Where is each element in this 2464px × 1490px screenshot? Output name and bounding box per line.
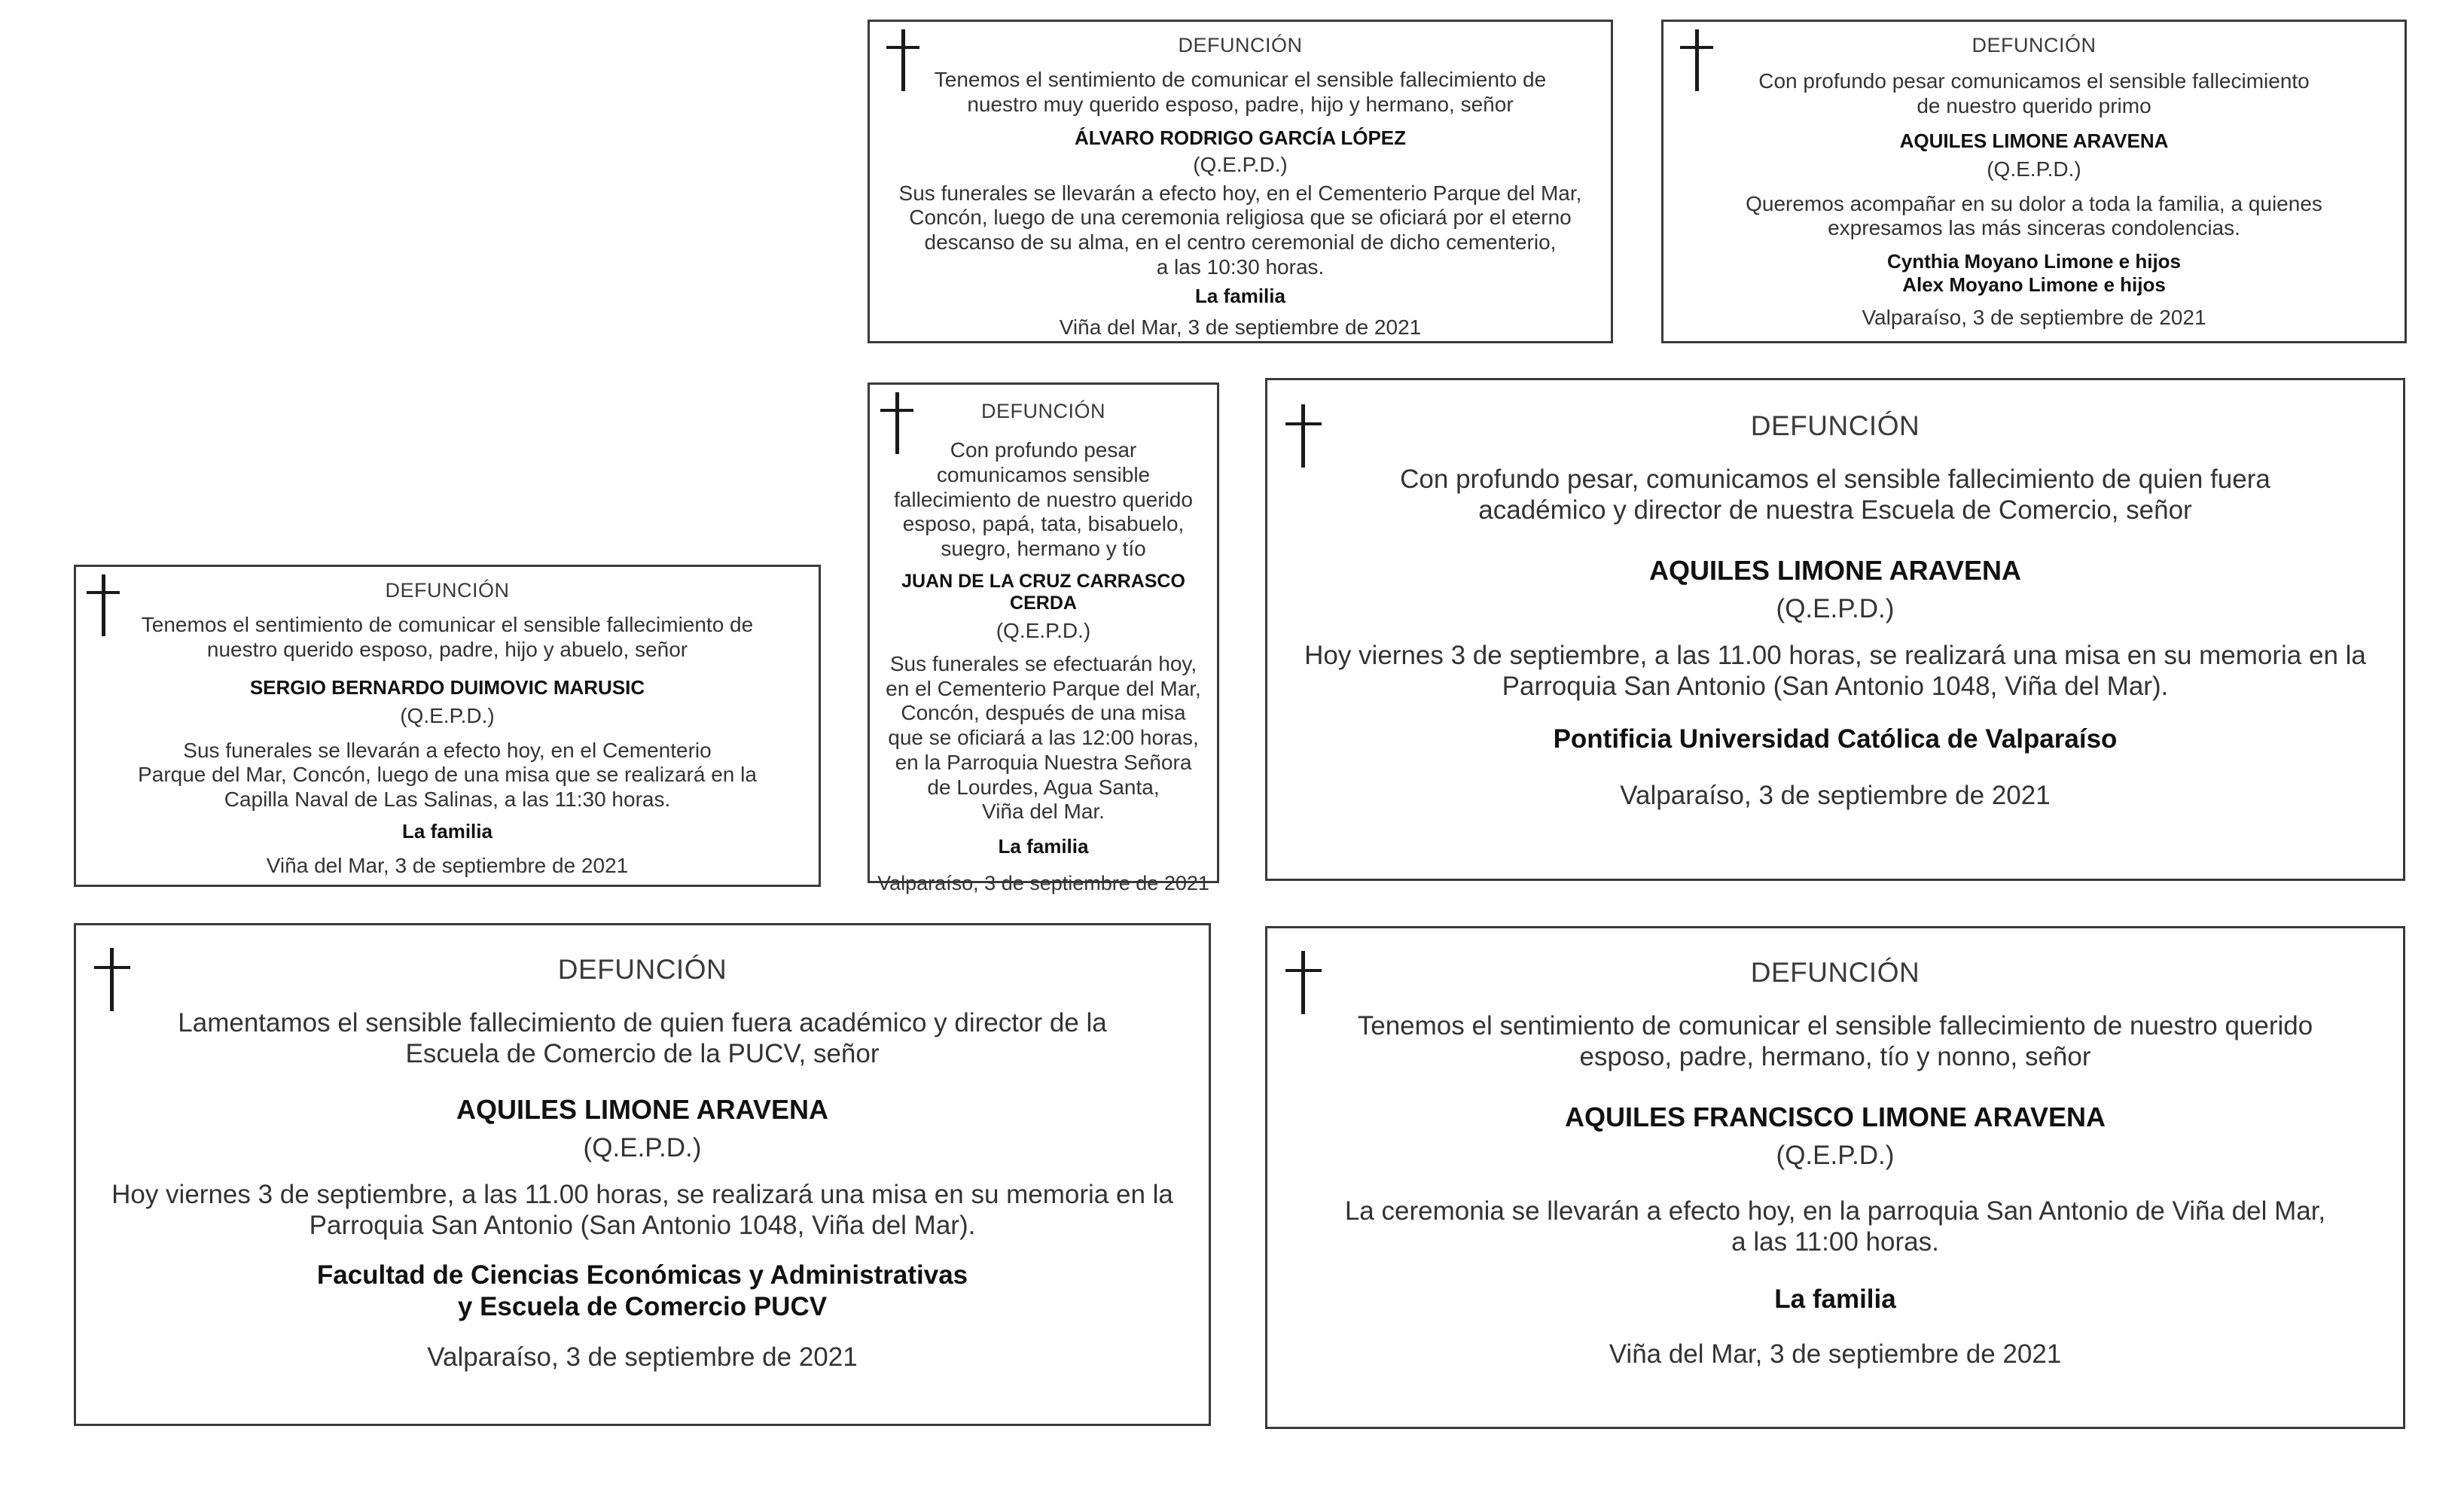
place-date: Valparaíso, 3 de septiembre de 2021 bbox=[1862, 306, 2206, 330]
notice-intro: Con profundo pesar, comunicamos el sensible fallecimiento de quien fuera académico y director de nuestra Escuela de Comercio, señor bbox=[1400, 465, 2270, 525]
cross-icon bbox=[886, 29, 919, 91]
cross-icon bbox=[1285, 404, 1322, 468]
notice-intro: Con profundo pesar comunicamos sensible fallecimiento de nuestro querido esposo, papá, tata, bisabuelo, suegro, hermano y tío bbox=[894, 438, 1193, 560]
notice-signature: Pontificia Universidad Católica de Valparaíso bbox=[1553, 724, 2118, 754]
deceased-name: AQUILES LIMONE ARAVENA bbox=[1899, 129, 2169, 152]
obituary-notice-pucv bbox=[1265, 378, 2405, 881]
notice-body: Sus funerales se llevarán a efecto hoy, en el Cementerio Parque del Mar, Concón, luego de una misa que se realizará en la Capilla Naval de Las Salinas, a las 11:30 horas. bbox=[138, 738, 757, 811]
notice-body: La ceremonia se llevarán a efecto hoy, en la parroquia San Antonio de Viña del Mar, a las 11:00 horas. bbox=[1344, 1196, 2326, 1257]
place-date: Viña del Mar, 3 de septiembre de 2021 bbox=[1059, 315, 1422, 339]
notice-signature: Cynthia Moyano Limone e hijos Alex Moyano Limone e hijos bbox=[1886, 250, 2182, 297]
qepd-text: (Q.E.P.D.) bbox=[400, 703, 495, 727]
notice-heading: DEFUNCIÓN bbox=[1972, 34, 2097, 56]
cross-icon bbox=[880, 392, 913, 454]
notice-signature: La familia bbox=[1774, 1284, 1896, 1314]
cross-icon bbox=[1285, 951, 1322, 1014]
notice-signature: Facultad de Ciencias Económicas y Administrativas y Escuela de Comercio PUCV bbox=[316, 1260, 968, 1321]
notice-intro: Tenemos el sentimiento de comunicar el sensible fallecimiento de nuestro querido esposo, padre, hermano, tío y nonno, señor bbox=[1357, 1011, 2313, 1071]
notice-intro: Lamentamos el sensible fallecimiento de quien fuera académico y director de la Escuela de Comercio de la PUCV, señor bbox=[178, 1008, 1107, 1068]
place-date: Viña del Mar, 3 de septiembre de 2021 bbox=[266, 853, 629, 877]
notice-signature: La familia bbox=[402, 819, 492, 843]
place-date: Viña del Mar, 3 de septiembre de 2021 bbox=[1609, 1339, 2062, 1369]
qepd-text: (Q.E.P.D.) bbox=[583, 1132, 702, 1162]
place-date: Valparaíso, 3 de septiembre de 2021 bbox=[1620, 780, 2051, 810]
notice-heading: DEFUNCIÓN bbox=[385, 579, 510, 602]
deceased-name: AQUILES LIMONE ARAVENA bbox=[456, 1093, 828, 1125]
cross-icon bbox=[94, 948, 130, 1011]
notice-heading: DEFUNCIÓN bbox=[981, 400, 1105, 422]
notice-heading: DEFUNCIÓN bbox=[1178, 34, 1303, 56]
notice-body: Hoy viernes 3 de septiembre, a las 11.00 horas, se realizará una misa en su memoria en la Parroquia San Antonio (San Antonio 1048, Viña del Mar). bbox=[1304, 640, 2366, 701]
cross-icon bbox=[87, 574, 120, 636]
notice-heading: DEFUNCIÓN bbox=[557, 954, 727, 985]
notice-body: Sus funerales se efectuarán hoy, en el Cementerio Parque del Mar, Concón, después de una misa que se oficiará a las 12:00 horas, en la Parroquia Nuestra Señora de Lourdes, Agua Santa, Viña del Mar. bbox=[886, 651, 1201, 824]
notice-body: Queremos acompañar en su dolor a toda la familia, a quienes expresamos las más sinceras condolencias. bbox=[1746, 191, 2322, 240]
notice-intro: Tenemos el sentimiento de comunicar el sensible fallecimiento de nuestro querido esposo, padre, hijo y abuelo, señor bbox=[141, 613, 754, 661]
obituary-notice-garcia bbox=[868, 20, 1613, 343]
notice-intro: Con profundo pesar comunicamos el sensible fallecimiento de nuestro querido primo bbox=[1758, 69, 2310, 117]
notice-body: Sus funerales se llevarán a efecto hoy, en el Cementerio Parque del Mar, Concón, luego de una ceremonia religiosa que se oficiará por el eterno descanso de su alma, en el centro ceremonial de dicho cementerio, a las 10:30 horas. bbox=[898, 181, 1582, 279]
deceased-name: AQUILES LIMONE ARAVENA bbox=[1648, 554, 2021, 586]
notice-body: Hoy viernes 3 de septiembre, a las 11.00 horas, se realizará una misa en su memoria en la Parroquia San Antonio (San Antonio 1048, Viña del Mar). bbox=[111, 1179, 1173, 1240]
deceased-name: JUAN DE LA CRUZ CARRASCO CERDA bbox=[901, 570, 1185, 614]
qepd-text: (Q.E.P.D.) bbox=[1987, 157, 2081, 181]
notice-intro: Tenemos el sentimiento de comunicar el sensible fallecimiento de nuestro muy querido esposo, padre, hijo y hermano, señor bbox=[934, 68, 1547, 116]
notice-signature: La familia bbox=[998, 835, 1089, 858]
cross-icon bbox=[1680, 29, 1713, 91]
obituary-notice-primo bbox=[1661, 20, 2407, 343]
deceased-name: AQUILES FRANCISCO LIMONE ARAVENA bbox=[1564, 1101, 2106, 1132]
qepd-text: (Q.E.P.D.) bbox=[996, 618, 1091, 642]
deceased-name: ÁLVARO RODRIGO GARCÍA LÓPEZ bbox=[1074, 126, 1407, 149]
obituary-notice-duimovic bbox=[74, 565, 821, 887]
notice-heading: DEFUNCIÓN bbox=[1750, 410, 1920, 441]
obituary-notice-facultad bbox=[74, 923, 1211, 1426]
deceased-name: SERGIO BERNARDO DUIMOVIC MARUSIC bbox=[249, 675, 645, 699]
qepd-text: (Q.E.P.D.) bbox=[1776, 1140, 1895, 1170]
place-date: Valparaíso, 3 de septiembre de 2021 bbox=[427, 1342, 858, 1372]
notice-heading: DEFUNCIÓN bbox=[1750, 957, 1920, 988]
notice-signature: La familia bbox=[1195, 284, 1285, 307]
qepd-text: (Q.E.P.D.) bbox=[1193, 152, 1288, 176]
place-date: Valparaíso, 3 de septiembre de 2021 bbox=[877, 872, 1209, 895]
obituary-notice-familia bbox=[1265, 926, 2405, 1429]
qepd-text: (Q.E.P.D.) bbox=[1776, 593, 1895, 623]
obituary-notice-carrasco bbox=[868, 382, 1219, 895]
